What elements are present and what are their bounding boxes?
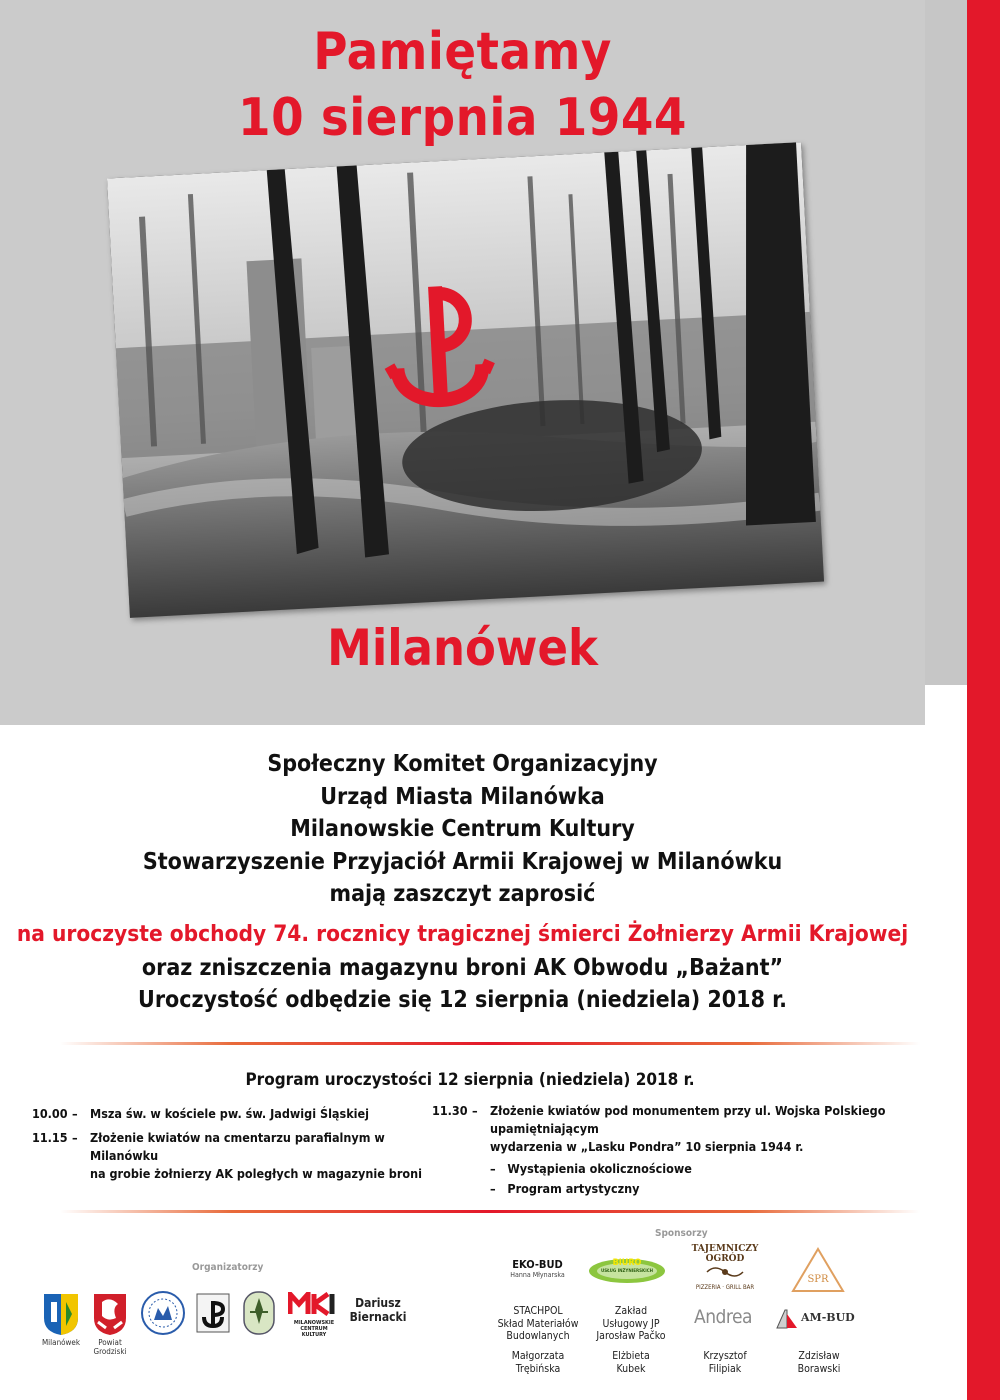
zaklad-text (592, 1305, 670, 1343)
sponsor-person (692, 1350, 758, 1375)
sponsor-person (598, 1350, 664, 1375)
organizer-person-line: Biernacki (349, 1310, 407, 1324)
sponsor-person-line: Kubek (616, 1362, 646, 1375)
ekobud-logo (505, 1258, 570, 1279)
sponsor-person-line: Elżbieta (612, 1350, 650, 1362)
sponsor-person-line: Filipiak (708, 1362, 742, 1375)
program-item (32, 1105, 422, 1123)
powiat-caption-line: Grodziski (93, 1347, 127, 1356)
program-time: 11.30 (432, 1103, 468, 1118)
organizers-statement (0, 748, 925, 911)
invitation-line: oraz zniszczenia magazynu broni AK Obwodu „Bażant” (141, 955, 784, 981)
zaklad-line: Jarosław Pačko (596, 1330, 666, 1342)
sponsor-person-line: Małgorzata (511, 1350, 565, 1362)
program-subitem-text: Program artystyczny (507, 1181, 640, 1196)
program-subitem (490, 1180, 902, 1198)
andrea-logo: Andrea (694, 1306, 752, 1328)
association-logo (140, 1290, 186, 1340)
mck-logo (288, 1292, 340, 1338)
program-text-line: wydarzenia w „Lasku Pondra” 10 sierpnia 1944 r. (490, 1139, 804, 1154)
spr-logo (790, 1246, 846, 1294)
milanowek-caption: Milanówek (41, 1338, 81, 1347)
powiat-coat-of-arms-icon (92, 1292, 128, 1336)
forest-photo (107, 142, 824, 618)
zhp-logo (242, 1290, 276, 1340)
program-item (32, 1129, 422, 1183)
forest-photo-drawing (107, 142, 824, 618)
biuro-name: BIURO (612, 1258, 642, 1268)
headline-date: 10 sierpnia 1944 (238, 88, 687, 148)
program-text: Msza św. w kościele pw. św. Jadwigi Śląskiej (90, 1106, 370, 1121)
milanowek-coat-of-arms (42, 1292, 80, 1340)
milanowek-coat-of-arms-icon (42, 1292, 80, 1336)
zaklad-line: Usługowy JP (602, 1317, 660, 1330)
ornament-icon (705, 1264, 745, 1280)
program-text-line: Złożenie kwiatów na cmentarzu parafialnym w Milanówku (90, 1130, 385, 1163)
program-time: 11.15 (32, 1130, 68, 1145)
powiat-caption (84, 1338, 136, 1356)
ekobud-sub: Hanna Młynarska (510, 1271, 565, 1279)
section-divider (60, 1210, 920, 1213)
invitation-details (0, 952, 925, 1016)
tajemniczy-ogrod-logo (680, 1244, 770, 1291)
program-dash: – (72, 1130, 78, 1145)
zaklad-line: Zakład (614, 1305, 648, 1317)
zhp-logo-icon (242, 1290, 276, 1336)
organizers-label: Organizatorzy (192, 1262, 264, 1273)
program-dash: – (490, 1161, 496, 1176)
headline-remember: Pamiętamy (313, 22, 612, 82)
biuro-logo (587, 1255, 667, 1285)
sponsor-person (784, 1350, 854, 1375)
invitation-highlight: na uroczyste obchody 74. rocznicy tragicznej śmierci Żołnierzy Armii Krajowej (16, 921, 909, 947)
stachpol-line: Budowlanych (506, 1330, 570, 1342)
organizer-line: Urząd Miasta Milanówka (320, 783, 605, 810)
program-title: Program uroczystości 12 sierpnia (niedziela) 2018 r. (245, 1070, 695, 1090)
spr-triangle-icon (790, 1246, 846, 1294)
mck-logo-line: KULTURY (301, 1332, 327, 1338)
spr-text: SPR (807, 1274, 829, 1285)
program-left-column (32, 1105, 422, 1183)
powiat-coat-of-arms (92, 1292, 128, 1340)
organizer-line: Stowarzyszenie Przyjaciół Armii Krajowej w Milanówku (142, 848, 783, 875)
ambud-logo (775, 1308, 865, 1330)
tajemniczy-line1: TAJEMNICZY OGRÓD (691, 1244, 759, 1264)
stachpol-line: STACHPOL (513, 1305, 563, 1317)
program-text (490, 1102, 902, 1198)
sponsor-person-line: Borawski (797, 1362, 841, 1375)
stachpol-text (496, 1305, 580, 1343)
program-dash: – (72, 1106, 78, 1121)
organizer-line: Milanowskie Centrum Kultury (290, 816, 635, 842)
program-subitem (490, 1160, 902, 1178)
section-divider (60, 1042, 920, 1045)
powiat-caption-line: Powiat (98, 1338, 122, 1347)
mck-logo-line: CENTRUM (300, 1326, 328, 1332)
program-dash: – (490, 1181, 496, 1196)
sponsor-person-line: Trębińska (515, 1362, 561, 1375)
mck-logo-text (288, 1320, 340, 1338)
organizer-line: Społeczny Komitet Organizacyjny (267, 751, 658, 777)
biuro-sub: USŁUG INŻYNIERSKICH (600, 1269, 654, 1274)
ak-anchor-icon (196, 1293, 230, 1333)
invitation-line: Uroczystość odbędzie się 12 sierpnia (niedziela) 2018 r. (138, 987, 787, 1013)
side-grey-strip (925, 0, 967, 685)
side-red-stripe (967, 0, 1000, 1400)
mck-logo-line: MILANOWSKIE (293, 1320, 335, 1326)
ak-anchor-logo (196, 1293, 230, 1337)
ambud-name: AM-BUD (801, 1311, 855, 1324)
program-text-line: Złożenie kwiatów pod monumentem przy ul. Wojska Polskiego upamiętniającym (490, 1103, 886, 1136)
organizer-person (348, 1296, 408, 1324)
tajemniczy-line2: PIZZERIA · GRILL BAR (695, 1284, 755, 1291)
program-time: 10.00 (32, 1106, 68, 1121)
sponsors-label: Sponsorzy (655, 1228, 708, 1239)
city-title: Milanówek (327, 619, 598, 677)
program-subitem-text: Wystąpienia okolicznościowe (507, 1161, 692, 1176)
ambud-icon (775, 1308, 799, 1330)
sponsor-person-line: Zdzisław (798, 1350, 840, 1362)
sponsor-person (500, 1350, 576, 1375)
organizer-line: mają zaszczyt zaprosić (329, 881, 596, 907)
program-text-line: na grobie żołnierzy AK poległych w magazynie broni (90, 1166, 422, 1181)
organizer-person-line: Dariusz (355, 1296, 401, 1310)
mck-logo-icon (288, 1292, 340, 1316)
program-dash: – (472, 1103, 478, 1118)
sponsor-person-line: Krzysztof (703, 1350, 747, 1362)
association-logo-icon (140, 1290, 186, 1336)
stachpol-line: Skład Materiałów (497, 1317, 579, 1330)
program-right-column (432, 1102, 902, 1198)
program-item (432, 1102, 902, 1198)
ekobud-name: EKO-BUD (512, 1258, 563, 1271)
program-text (90, 1129, 422, 1183)
